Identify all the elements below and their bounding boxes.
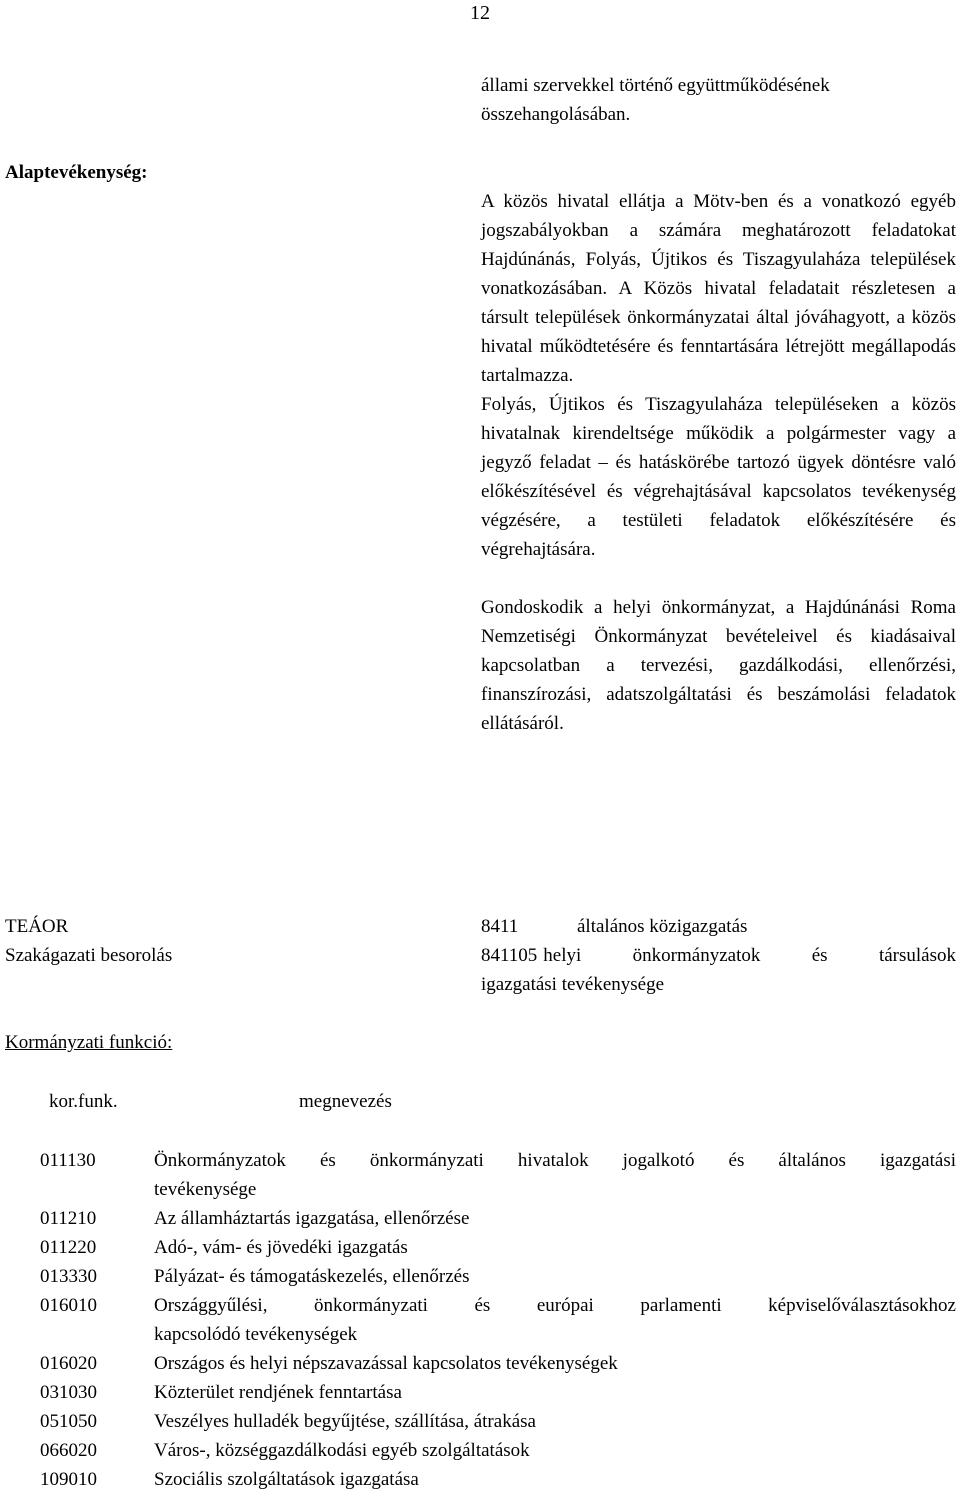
- teaor-code: 8411: [481, 916, 519, 937]
- intro-text: [481, 71, 956, 129]
- teaor-labels: [5, 912, 172, 970]
- table-row: [40, 1465, 956, 1494]
- row-code: 016020: [40, 1353, 97, 1374]
- szakagazati-text-continued: igazgatási tevékenysége: [481, 974, 665, 995]
- row-name: Közterület rendjének fenntartása: [154, 1382, 402, 1403]
- row-name: [154, 1291, 956, 1349]
- row-code: 011210: [40, 1208, 97, 1229]
- szakagazati-label: Szakágazati besorolás: [5, 945, 173, 966]
- col-header-code: kor.funk.: [49, 1091, 118, 1112]
- row-code: 066020: [40, 1440, 97, 1461]
- alaptevekenyseg-body: [481, 187, 956, 738]
- row-code: 011220: [40, 1237, 97, 1258]
- row-name: Szociális szolgáltatások igazgatása: [154, 1469, 419, 1490]
- teaor-label: TEÁOR: [5, 916, 69, 937]
- row-name: [154, 1146, 956, 1204]
- alaptevekenyseg-paragraph-1: A közös hivatal ellátja a Mötv-ben és a vonatkozó egyéb jogszabályokban a számára meghatározott feladatokat Hajdúnánás, Folyás, Újtikos és Tiszagyulaháza települések vonatkozásában. A Közös hivatal feladatait részletesen a társult települések önkormányzatai által jóváhagyott, a közös hivatal működtetésére és fenntartására létrejött megállapodás tartalmazza.: [481, 191, 956, 386]
- alaptevekenyseg-paragraph-2: Folyás, Újtikos és Tiszagyulaháza településeken a közös hivatalnak kirendeltsége működik a polgármester vagy a jegyző feladat – és hatáskörébe tartozó ügyek döntésre való előkészítésével és végrehajtásával kapcsolatos tevékenység végzésére, a testületi feladatok előkészítésére és végrehajtására.: [481, 394, 956, 560]
- table-row: [40, 1262, 956, 1291]
- row-name: Város-, községgazdálkodási egyéb szolgáltatások: [154, 1440, 530, 1461]
- szakagazati-row: [481, 941, 956, 970]
- szakagazati-code: 841105: [481, 945, 538, 966]
- teaor-text: általános közigazgatás: [577, 916, 748, 937]
- table-row: [40, 1436, 956, 1465]
- table-row: [40, 1204, 956, 1233]
- row-name-line-1: Országgyűlési, önkormányzati és európai parlamenti képviselőválasztásokhoz: [154, 1295, 956, 1316]
- row-name: Az államháztartás igazgatása, ellenőrzése: [154, 1208, 470, 1229]
- row-code: 013330: [40, 1266, 97, 1287]
- szakagazati-text: helyi önkormányzatok és társulások: [543, 945, 956, 966]
- kormanyzati-funkcio-heading: Kormányzati funkció:: [5, 1032, 173, 1053]
- table-row: [40, 1146, 956, 1204]
- row-code: 051050: [40, 1411, 97, 1432]
- intro-paragraph: állami szervekkel történő együttműködésének összehangolásában.: [481, 75, 830, 125]
- row-name: Országos és helyi népszavazással kapcsolatos tevékenységek: [154, 1353, 618, 1374]
- row-code: 011130: [40, 1150, 96, 1171]
- teaor-row: [481, 912, 956, 941]
- table-row: [40, 1378, 956, 1407]
- row-name: Veszélyes hulladék begyűjtése, szállítása, átrakása: [154, 1411, 536, 1432]
- col-header-name: megnevezés: [299, 1091, 392, 1112]
- section-label-alaptevekenyseg: Alaptevékenység:: [5, 162, 148, 183]
- row-name: Adó-, vám- és jövedéki igazgatás: [154, 1237, 408, 1258]
- row-name: Pályázat- és támogatáskezelés, ellenőrzés: [154, 1266, 470, 1287]
- alaptevekenyseg-paragraph-3: Gondoskodik a helyi önkormányzat, a Hajdúnánási Roma Nemzetiségi Önkormányzat bevételeivel és kiadásaival kapcsolatban a tervezési, gazdálkodási, ellenőrzési, finanszírozási, adatszolgáltatási és beszámolási feladatok ellátásáról.: [481, 597, 956, 734]
- table-row: [40, 1291, 956, 1349]
- teaor-values: [481, 912, 956, 999]
- table-row: [40, 1233, 956, 1262]
- row-name-line-1: Önkormányzatok és önkormányzati hivatalok jogalkotó és általános igazgatási: [154, 1150, 956, 1171]
- row-code: 016010: [40, 1295, 97, 1316]
- page-number: 12: [470, 2, 490, 24]
- row-code: 031030: [40, 1382, 97, 1403]
- row-name-line-2: kapcsolódó tevékenységek: [154, 1324, 358, 1345]
- table-row: [40, 1407, 956, 1436]
- table-row: [40, 1349, 956, 1378]
- row-code: 109010: [40, 1469, 97, 1490]
- row-name-line-2: tevékenysége: [154, 1179, 257, 1200]
- kormanyzati-funkcio-table: [40, 1146, 956, 1494]
